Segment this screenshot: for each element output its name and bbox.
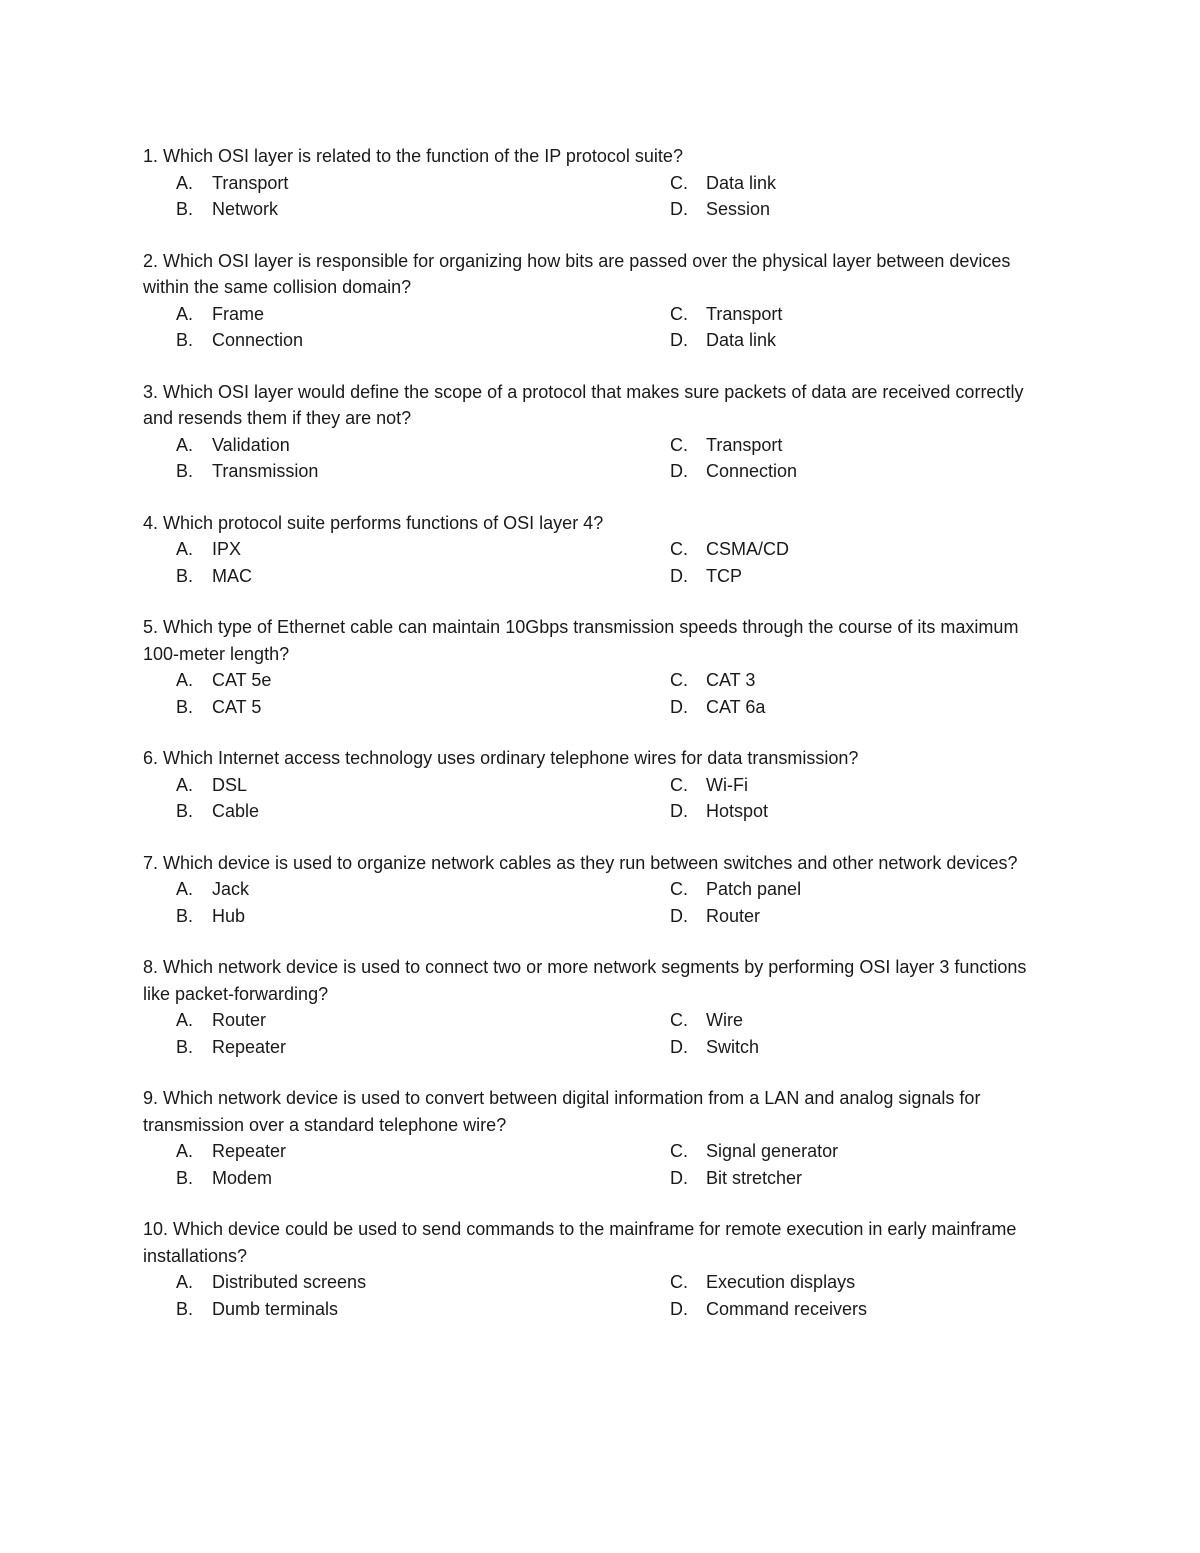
option-d [670, 798, 768, 825]
option-a [176, 772, 247, 799]
option-text: Bit stretcher [706, 1167, 803, 1188]
option-a [176, 536, 241, 563]
option-letter: B. [176, 696, 194, 717]
option-letter: D. [670, 801, 688, 821]
option-c [670, 170, 776, 197]
option-text: MAC [212, 565, 252, 586]
option-d [670, 1165, 802, 1192]
option-text: Repeater [212, 1036, 287, 1057]
option-text: Frame [212, 303, 265, 324]
option-letter: A. [176, 172, 194, 193]
option-letter: A. [176, 1141, 194, 1161]
option-a [176, 1269, 366, 1296]
option-text: Connection [212, 330, 304, 350]
option-letter: D. [670, 1036, 688, 1057]
option-text: Connection [706, 461, 798, 481]
option-d [670, 1296, 867, 1323]
option-text: Transport [212, 172, 289, 193]
option-a [176, 1007, 266, 1034]
option-text: Hub [212, 905, 246, 926]
option-letter: B. [176, 461, 194, 481]
question-1 [143, 143, 1043, 223]
option-text: TCP [706, 565, 742, 586]
option-text: IPX [212, 539, 242, 559]
answer-options [143, 1007, 1043, 1060]
option-d [670, 196, 770, 223]
question-3 [143, 379, 1043, 485]
option-text: Repeater [212, 1141, 287, 1161]
option-c [670, 1007, 743, 1034]
option-d [670, 327, 776, 354]
option-a [176, 876, 249, 903]
answer-options [143, 667, 1043, 720]
option-letter: D. [670, 330, 688, 350]
option-letter: B. [176, 1036, 194, 1057]
option-letter: A. [176, 539, 194, 559]
question-10 [143, 1216, 1043, 1322]
option-letter: A. [176, 879, 194, 899]
option-d [670, 1034, 759, 1061]
option-b [176, 798, 259, 825]
option-text: Data link [706, 330, 777, 350]
option-letter: B. [176, 905, 194, 926]
option-text: Router [212, 1010, 267, 1030]
option-b [176, 327, 303, 354]
option-c [670, 536, 789, 563]
question-stem: 6. Which Internet access technology uses ordinary telephone wires for data transmission? [143, 748, 859, 768]
question-stem: 7. Which device is used to organize network cables as they run between switches and other network devices? [143, 852, 1018, 873]
question-8 [143, 954, 1043, 1060]
option-d [670, 903, 760, 930]
question-9 [143, 1085, 1043, 1191]
option-text: Signal generator [706, 1141, 839, 1161]
option-b [176, 563, 252, 590]
option-text: Wi-Fi [706, 774, 748, 795]
option-letter: C. [670, 539, 688, 559]
option-letter: D. [670, 199, 688, 219]
option-letter: D. [670, 565, 688, 586]
option-text: Data link [706, 172, 777, 193]
option-letter: D. [670, 696, 688, 717]
option-c [670, 1269, 855, 1296]
option-letter: D. [670, 461, 688, 481]
option-c [670, 876, 801, 903]
option-letter: D. [670, 1167, 688, 1188]
answer-options [143, 1138, 1043, 1191]
answer-options [143, 170, 1043, 223]
option-text: Wire [706, 1010, 743, 1030]
option-b [176, 903, 245, 930]
option-c [670, 432, 782, 459]
question-stem: 10. Which device could be used to send commands to the mainframe for remote execution in early mainframe installations? [143, 1219, 1017, 1266]
question-4 [143, 510, 1043, 590]
question-stem: 1. Which OSI layer is related to the function of the IP protocol suite? [143, 146, 683, 166]
option-text: Hotspot [706, 801, 769, 821]
option-text: Transport [706, 434, 783, 455]
option-text: DSL [212, 774, 248, 795]
option-letter: A. [176, 774, 194, 795]
option-text: CAT 5 [212, 696, 262, 717]
option-letter: C. [670, 1272, 688, 1292]
option-letter: B. [176, 199, 194, 219]
option-a [176, 432, 290, 459]
option-b [176, 196, 278, 223]
option-text: Execution displays [706, 1272, 856, 1292]
option-letter: C. [670, 434, 688, 455]
option-text: CAT 3 [706, 670, 756, 690]
option-letter: A. [176, 1010, 194, 1030]
option-d [670, 694, 765, 721]
option-b [176, 694, 261, 721]
option-a [176, 667, 271, 694]
option-letter: A. [176, 434, 194, 455]
option-text: Router [706, 905, 761, 926]
option-text: Cable [212, 801, 260, 821]
option-d [670, 563, 742, 590]
option-text: CAT 5e [212, 670, 272, 690]
option-letter: B. [176, 1298, 194, 1319]
answer-options [143, 1269, 1043, 1322]
option-b [176, 458, 318, 485]
option-a [176, 1138, 286, 1165]
question-stem: 9. Which network device is used to convert between digital information from a LAN and analog signals for transmission over a standard telephone wire? [143, 1088, 981, 1135]
question-7 [143, 850, 1043, 930]
question-stem: 2. Which OSI layer is responsible for organizing how bits are passed over the physical layer between devices within the same collision domain? [143, 250, 1011, 297]
option-text: Command receivers [706, 1298, 868, 1319]
option-text: Patch panel [706, 879, 802, 899]
option-c [670, 667, 755, 694]
option-letter: B. [176, 801, 194, 821]
question-2 [143, 248, 1043, 354]
option-text: Jack [212, 879, 250, 899]
option-letter: B. [176, 565, 194, 586]
option-text: Session [706, 199, 771, 219]
option-text: Dumb terminals [212, 1298, 339, 1319]
option-b [176, 1165, 272, 1192]
option-c [670, 301, 782, 328]
option-text: Transmission [212, 461, 319, 481]
answer-options [143, 301, 1043, 354]
option-letter: C. [670, 670, 688, 690]
option-c [670, 1138, 838, 1165]
answer-options [143, 876, 1043, 929]
option-letter: B. [176, 330, 194, 350]
option-letter: C. [670, 1141, 688, 1161]
option-a [176, 170, 288, 197]
option-text: CSMA/CD [706, 539, 790, 559]
option-letter: C. [670, 1010, 688, 1030]
quiz-page [143, 143, 1043, 1322]
option-text: Switch [706, 1036, 760, 1057]
option-letter: A. [176, 670, 194, 690]
option-letter: D. [670, 1298, 688, 1319]
option-text: Distributed screens [212, 1272, 367, 1292]
option-letter: C. [670, 879, 688, 899]
question-5 [143, 614, 1043, 720]
answer-options [143, 536, 1043, 589]
option-letter: C. [670, 774, 688, 795]
option-c [670, 772, 748, 799]
option-text: Modem [212, 1167, 273, 1188]
question-stem: 5. Which type of Ethernet cable can maintain 10Gbps transmission speeds through the course of its maximum 100-meter length? [143, 617, 1019, 664]
option-letter: B. [176, 1167, 194, 1188]
question-6 [143, 745, 1043, 825]
option-a [176, 301, 264, 328]
option-text: Transport [706, 303, 783, 324]
question-stem: 3. Which OSI layer would define the scope of a protocol that makes sure packets of data are received correctly and resends them if they are not? [143, 381, 1024, 428]
option-text: CAT 6a [706, 696, 766, 717]
option-letter: A. [176, 1272, 194, 1292]
option-letter: C. [670, 303, 688, 324]
option-text: Network [212, 199, 279, 219]
option-b [176, 1034, 286, 1061]
option-d [670, 458, 797, 485]
answer-options [143, 772, 1043, 825]
option-letter: D. [670, 905, 688, 926]
option-text: Validation [212, 434, 290, 455]
option-letter: A. [176, 303, 194, 324]
question-stem: 4. Which protocol suite performs functions of OSI layer 4? [143, 512, 604, 533]
question-stem: 8. Which network device is used to connect two or more network segments by performing OSI layer 3 functions like packet-forwarding? [143, 957, 1027, 1004]
option-letter: C. [670, 172, 688, 193]
option-b [176, 1296, 338, 1323]
answer-options [143, 432, 1043, 485]
